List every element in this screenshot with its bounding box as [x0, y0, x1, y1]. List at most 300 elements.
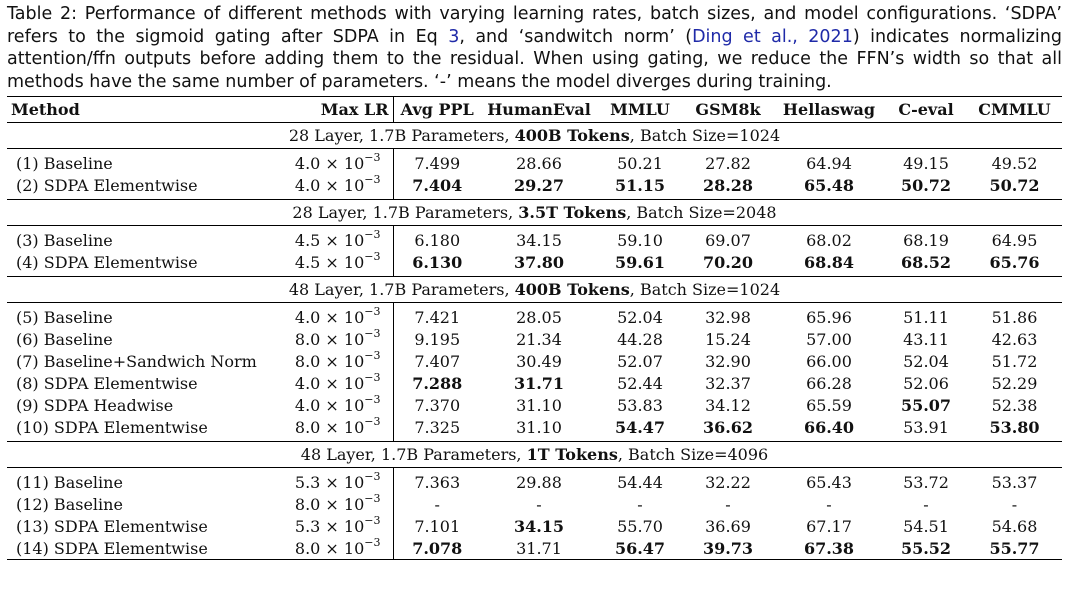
value-cell — [967, 394, 1062, 416]
method-cell: (1) Baseline — [16, 153, 113, 173]
value: 49.15 — [903, 153, 949, 173]
best-value: 65.48 — [803, 175, 855, 195]
value: - — [1011, 494, 1018, 514]
table-row — [7, 537, 1062, 560]
value: - — [637, 494, 643, 514]
value-cell — [967, 306, 1062, 328]
value-cell — [967, 328, 1062, 350]
value-cell — [683, 493, 773, 515]
value: 69.07 — [705, 230, 751, 250]
section-config: 28 Layer, 1.7B Parameters, — [288, 126, 515, 145]
value: 28.66 — [516, 153, 562, 173]
value-cell — [967, 152, 1062, 174]
lr-exponent: −3 — [364, 393, 381, 407]
max-lr-cell: $8.0 \times 10^{-3}$ — [275, 416, 393, 438]
best-value: 7.288 — [412, 373, 463, 393]
best-value: 7.404 — [412, 175, 463, 195]
value: 65.59 — [806, 395, 852, 415]
lr-mantissa: 8.0 — [294, 538, 321, 558]
method-cell: (13) SDPA Elementwise — [16, 516, 208, 536]
caption-tail: ) indicates normalizing attention/ffn outputs before adding them to the residual. When using gating, we reduce the FFN’s width so that all methods have the same number of parameters. ‘-’ means the model diverges during training. — [7, 26, 1062, 92]
value-cell — [597, 306, 683, 328]
max-lr-cell: $8.0 \times 10^{-3}$ — [275, 350, 393, 372]
best-value: 67.38 — [803, 538, 855, 558]
lr-exponent: −3 — [364, 470, 381, 484]
max-lr-cell: $4.0 \times 10^{-3}$ — [275, 306, 393, 328]
best-value: 28.28 — [702, 175, 754, 195]
lr-mantissa: 4.0 — [294, 395, 321, 415]
value-cell — [773, 471, 885, 493]
table-row — [7, 328, 1062, 350]
best-value: 55.07 — [900, 395, 952, 415]
section-header — [7, 277, 1062, 303]
value-cell — [885, 493, 967, 515]
value: 52.06 — [903, 373, 949, 393]
table-row — [7, 152, 1062, 174]
lr-exponent: −3 — [364, 492, 381, 506]
lr-exponent: −3 — [364, 536, 381, 550]
lr-mantissa: 4.0 — [294, 373, 321, 393]
method-cell: (3) Baseline — [16, 230, 113, 250]
best-value: 54.47 — [614, 417, 666, 437]
value: 52.07 — [617, 351, 663, 371]
max-lr-cell: $8.0 \times 10^{-3}$ — [275, 537, 393, 560]
citation-link[interactable]: Ding et al., 2021 — [692, 26, 853, 47]
lr-exponent: −3 — [364, 250, 381, 264]
section-config: 48 Layer, 1.7B Parameters, — [288, 280, 515, 299]
section-config: 28 Layer, 1.7B Parameters, — [292, 203, 519, 222]
header-row — [7, 97, 1062, 123]
best-value: 31.71 — [513, 373, 565, 393]
table-row — [7, 493, 1062, 515]
value: 7.370 — [414, 395, 461, 415]
value: 7.363 — [414, 472, 461, 492]
lr-exponent: −3 — [364, 305, 381, 319]
value-cell — [967, 174, 1062, 196]
lr-exponent: −3 — [364, 514, 381, 528]
value: 53.37 — [991, 472, 1038, 492]
value-cell — [597, 328, 683, 350]
max-lr-cell: $8.0 \times 10^{-3}$ — [275, 328, 393, 350]
lr-exponent: −3 — [364, 173, 381, 187]
value-cell — [885, 306, 967, 328]
value: 6.180 — [414, 230, 461, 250]
value: 7.499 — [414, 153, 461, 173]
value-cell — [885, 328, 967, 350]
best-value: 29.27 — [513, 175, 565, 195]
value-cell — [393, 515, 481, 537]
best-value: 70.20 — [702, 252, 754, 272]
value-cell — [773, 537, 885, 560]
best-value: 51.15 — [614, 175, 666, 195]
best-value: 34.15 — [513, 516, 565, 536]
value-cell — [773, 372, 885, 394]
lr-mantissa: 8.0 — [294, 329, 321, 349]
value: 34.15 — [516, 230, 562, 250]
best-value: 50.72 — [900, 175, 952, 195]
table-row — [7, 372, 1062, 394]
value-cell — [885, 471, 967, 493]
value-cell — [683, 350, 773, 372]
value-cell — [393, 394, 481, 416]
lr-exponent: −3 — [364, 327, 381, 341]
col-cmmlu: CMMLU — [967, 97, 1062, 123]
value: 32.37 — [705, 373, 751, 393]
value-cell — [773, 229, 885, 251]
best-value: 68.52 — [900, 252, 952, 272]
col-ceval: C-eval — [885, 97, 967, 123]
value-cell — [773, 174, 885, 196]
best-value: 7.078 — [412, 538, 463, 558]
method-cell: (10) SDPA Elementwise — [16, 417, 208, 437]
value: 65.96 — [806, 307, 852, 327]
best-value: 65.76 — [989, 252, 1040, 272]
value: 7.421 — [414, 307, 461, 327]
lr-exponent: −3 — [364, 349, 381, 363]
lr-mantissa: 8.0 — [294, 494, 321, 514]
section-batch: , Batch Size=4096 — [617, 445, 769, 464]
value-cell — [967, 471, 1062, 493]
method-cell: (14) SDPA Elementwise — [7, 537, 275, 560]
value-cell — [683, 306, 773, 328]
lr-exponent: −3 — [364, 415, 381, 429]
value-cell — [481, 152, 597, 174]
method-cell: (9) SDPA Headwise — [16, 395, 174, 415]
lr-mantissa: 4.5 — [294, 252, 321, 272]
max-lr-cell: $8.0 \times 10^{-3}$ — [275, 493, 393, 515]
col-gsm8k: GSM8k — [683, 97, 773, 123]
value-cell — [597, 515, 683, 537]
table-row — [7, 350, 1062, 372]
max-lr-cell: $4.0 \times 10^{-3}$ — [275, 152, 393, 174]
lr-mantissa: 4.0 — [294, 307, 321, 327]
value-cell — [597, 394, 683, 416]
value: - — [536, 494, 542, 514]
value: 31.10 — [516, 395, 562, 415]
best-value: 39.73 — [702, 538, 754, 558]
caption-lead: Table 2: Performance of different methods with varying learning rates, batch sizes, and model configurations. ‘SDPA’ refers to the sigmoid gating after SDPA in Eq — [7, 4, 1062, 47]
value: 9.195 — [414, 329, 461, 349]
max-lr-cell: $4.5 \times 10^{-3}$ — [275, 251, 393, 273]
section-tokens: 3.5T Tokens — [518, 203, 627, 222]
value-cell — [967, 537, 1062, 560]
best-value: 50.72 — [989, 175, 1040, 195]
value-cell — [885, 174, 967, 196]
method-cell: (2) SDPA Elementwise — [16, 175, 198, 195]
value-cell — [967, 372, 1062, 394]
value-cell — [481, 251, 597, 273]
value-cell — [597, 493, 683, 515]
value-cell — [683, 174, 773, 196]
value: - — [923, 494, 929, 514]
value: 54.51 — [903, 516, 949, 536]
lr-mantissa: 5.3 — [294, 516, 321, 536]
table-caption — [7, 3, 1062, 93]
value-cell — [683, 394, 773, 416]
value-cell — [481, 328, 597, 350]
value-cell — [683, 328, 773, 350]
lr-mantissa: 4.5 — [294, 230, 321, 250]
best-value: 68.84 — [803, 252, 855, 272]
section-label — [7, 277, 1062, 303]
best-value: 55.77 — [989, 538, 1040, 558]
method-cell: (12) Baseline — [16, 494, 123, 514]
value: 51.86 — [991, 307, 1038, 327]
value: 30.49 — [516, 351, 562, 371]
lr-exponent: −3 — [364, 151, 381, 165]
section-batch: , Batch Size=2048 — [626, 203, 777, 222]
lr-mantissa: 5.3 — [294, 472, 321, 492]
value-cell — [773, 493, 885, 515]
value-cell — [967, 251, 1062, 273]
value-cell — [773, 251, 885, 273]
value-cell — [481, 350, 597, 372]
best-value: 56.47 — [614, 538, 666, 558]
value: 31.10 — [516, 417, 562, 437]
value-cell — [885, 229, 967, 251]
table-row — [7, 306, 1062, 328]
section-header — [7, 123, 1062, 149]
caption-mid: , and ‘sandwitch norm’ ( — [459, 26, 693, 47]
value: 32.98 — [705, 307, 751, 327]
value-cell — [393, 174, 481, 196]
value: 32.22 — [705, 472, 751, 492]
value-cell — [597, 251, 683, 273]
best-value: 36.62 — [702, 417, 754, 437]
value-cell — [885, 394, 967, 416]
value-cell — [481, 394, 597, 416]
value: 52.04 — [617, 307, 663, 327]
value: - — [434, 494, 440, 514]
table-body — [7, 123, 1062, 560]
max-lr-cell: $4.0 \times 10^{-3}$ — [275, 372, 393, 394]
value-cell — [481, 471, 597, 493]
table-row — [7, 229, 1062, 251]
value-cell — [885, 350, 967, 372]
max-lr-cell: $4.5 \times 10^{-3}$ — [275, 229, 393, 251]
value-cell — [885, 537, 967, 560]
value-cell — [885, 152, 967, 174]
value: 66.00 — [806, 351, 852, 371]
value-cell — [393, 471, 481, 493]
value-cell — [393, 251, 481, 273]
lr-mantissa: 4.0 — [294, 153, 321, 173]
value-cell — [683, 372, 773, 394]
value: 64.94 — [806, 153, 852, 173]
max-lr-cell: $4.0 \times 10^{-3}$ — [275, 174, 393, 196]
value: - — [725, 494, 731, 514]
value: 55.70 — [617, 516, 663, 536]
lr-mantissa: 4.0 — [294, 175, 321, 195]
value-cell — [597, 152, 683, 174]
col-avg-ppl: Avg PPL — [393, 97, 481, 123]
section-header — [7, 442, 1062, 468]
value-cell — [967, 515, 1062, 537]
value: 65.43 — [806, 472, 852, 492]
lr-mantissa: 8.0 — [294, 417, 321, 437]
value-cell — [393, 493, 481, 515]
value-cell — [683, 515, 773, 537]
value-cell — [481, 537, 597, 560]
best-value: 53.80 — [989, 417, 1040, 437]
value-cell — [597, 537, 683, 560]
value-cell — [481, 306, 597, 328]
table-row — [7, 416, 1062, 438]
table-row — [7, 174, 1062, 196]
col-mmlu: MMLU — [597, 97, 683, 123]
value-cell — [481, 493, 597, 515]
value: 32.90 — [705, 351, 751, 371]
value: 21.34 — [516, 329, 562, 349]
best-value: 37.80 — [513, 252, 565, 272]
value: 67.17 — [806, 516, 852, 536]
value: 52.04 — [903, 351, 949, 371]
value-cell — [683, 471, 773, 493]
best-value: 55.52 — [900, 538, 952, 558]
value-cell — [885, 251, 967, 273]
section-batch: , Batch Size=1024 — [629, 280, 781, 299]
value: 36.69 — [705, 516, 751, 536]
section-tokens: 400B Tokens — [514, 126, 630, 145]
value-cell — [393, 306, 481, 328]
method-cell: (11) Baseline — [16, 472, 123, 492]
value-cell — [393, 537, 481, 560]
col-method: Method — [7, 97, 275, 123]
value-cell — [967, 416, 1062, 438]
value-cell — [481, 515, 597, 537]
section-label — [7, 442, 1062, 468]
value-cell — [393, 152, 481, 174]
value-cell — [481, 174, 597, 196]
section-label — [7, 200, 1062, 226]
table-row — [7, 394, 1062, 416]
best-value: 6.130 — [412, 252, 463, 272]
value-cell — [773, 152, 885, 174]
value-cell — [683, 537, 773, 560]
best-value: 59.61 — [614, 252, 666, 272]
value: 53.91 — [903, 417, 949, 437]
value: 51.11 — [903, 307, 949, 327]
value: 44.28 — [617, 329, 663, 349]
value-cell — [597, 229, 683, 251]
section-tokens: 1T Tokens — [526, 445, 618, 464]
col-humaneval: HumanEval — [481, 97, 597, 123]
value: 52.38 — [991, 395, 1038, 415]
section-config: 48 Layer, 1.7B Parameters, — [300, 445, 527, 464]
value-cell — [683, 416, 773, 438]
value-cell — [597, 174, 683, 196]
value-cell — [773, 350, 885, 372]
section-header — [7, 200, 1062, 226]
col-hellaswag: Hellaswag — [773, 97, 885, 123]
lr-mantissa: 8.0 — [294, 351, 321, 371]
value: 52.44 — [617, 373, 663, 393]
value-cell — [597, 416, 683, 438]
value-cell — [773, 416, 885, 438]
value: 51.72 — [991, 351, 1038, 371]
table-row — [7, 471, 1062, 493]
best-value: 66.40 — [803, 417, 855, 437]
value-cell — [393, 372, 481, 394]
value: 7.407 — [414, 351, 461, 371]
results-table — [7, 96, 1062, 560]
value-cell — [773, 328, 885, 350]
method-cell: (4) SDPA Elementwise — [16, 252, 198, 272]
value: 27.82 — [705, 153, 751, 173]
value: - — [826, 494, 832, 514]
value-cell — [683, 229, 773, 251]
method-cell: (8) SDPA Elementwise — [16, 373, 198, 393]
lr-exponent: −3 — [364, 228, 381, 242]
value: 43.11 — [903, 329, 949, 349]
value: 49.52 — [991, 153, 1038, 173]
value-cell — [773, 394, 885, 416]
value-cell — [683, 152, 773, 174]
method-cell: (6) Baseline — [16, 329, 113, 349]
value: 42.63 — [991, 329, 1038, 349]
value: 15.24 — [705, 329, 751, 349]
value: 59.10 — [617, 230, 663, 250]
value-cell — [393, 416, 481, 438]
col-max-lr: Max LR — [275, 97, 393, 123]
value: 54.44 — [617, 472, 663, 492]
max-lr-cell: $5.3 \times 10^{-3}$ — [275, 471, 393, 493]
value-cell — [481, 229, 597, 251]
max-lr-cell: $4.0 \times 10^{-3}$ — [275, 394, 393, 416]
value-cell — [597, 471, 683, 493]
value-cell — [393, 350, 481, 372]
equation-link[interactable]: 3 — [448, 26, 460, 47]
value-cell — [773, 306, 885, 328]
section-label — [7, 123, 1062, 149]
value: 7.325 — [414, 417, 461, 437]
value: 54.68 — [991, 516, 1038, 536]
value: 52.29 — [991, 373, 1038, 393]
value-cell — [773, 515, 885, 537]
value: 64.95 — [991, 230, 1038, 250]
method-cell: (5) Baseline — [16, 307, 113, 327]
value-cell — [967, 493, 1062, 515]
value-cell — [683, 251, 773, 273]
table-row — [7, 515, 1062, 537]
value: 68.19 — [903, 230, 949, 250]
value: 7.101 — [414, 516, 461, 536]
value: 31.71 — [516, 538, 562, 558]
value: 53.83 — [617, 395, 663, 415]
lr-exponent: −3 — [364, 371, 381, 385]
value: 66.28 — [806, 373, 852, 393]
value-cell — [967, 350, 1062, 372]
section-tokens: 400B Tokens — [514, 280, 630, 299]
value: 34.12 — [705, 395, 751, 415]
value: 28.05 — [516, 307, 562, 327]
value-cell — [393, 229, 481, 251]
value-cell — [393, 328, 481, 350]
value: 68.02 — [806, 230, 852, 250]
value-cell — [885, 416, 967, 438]
value: 50.21 — [617, 153, 663, 173]
value-cell — [597, 350, 683, 372]
value-cell — [967, 229, 1062, 251]
value: 29.88 — [516, 472, 562, 492]
value-cell — [481, 416, 597, 438]
section-batch: , Batch Size=1024 — [629, 126, 781, 145]
value-cell — [885, 515, 967, 537]
value-cell — [481, 372, 597, 394]
value-cell — [885, 372, 967, 394]
max-lr-cell: $5.3 \times 10^{-3}$ — [275, 515, 393, 537]
table-row — [7, 251, 1062, 273]
